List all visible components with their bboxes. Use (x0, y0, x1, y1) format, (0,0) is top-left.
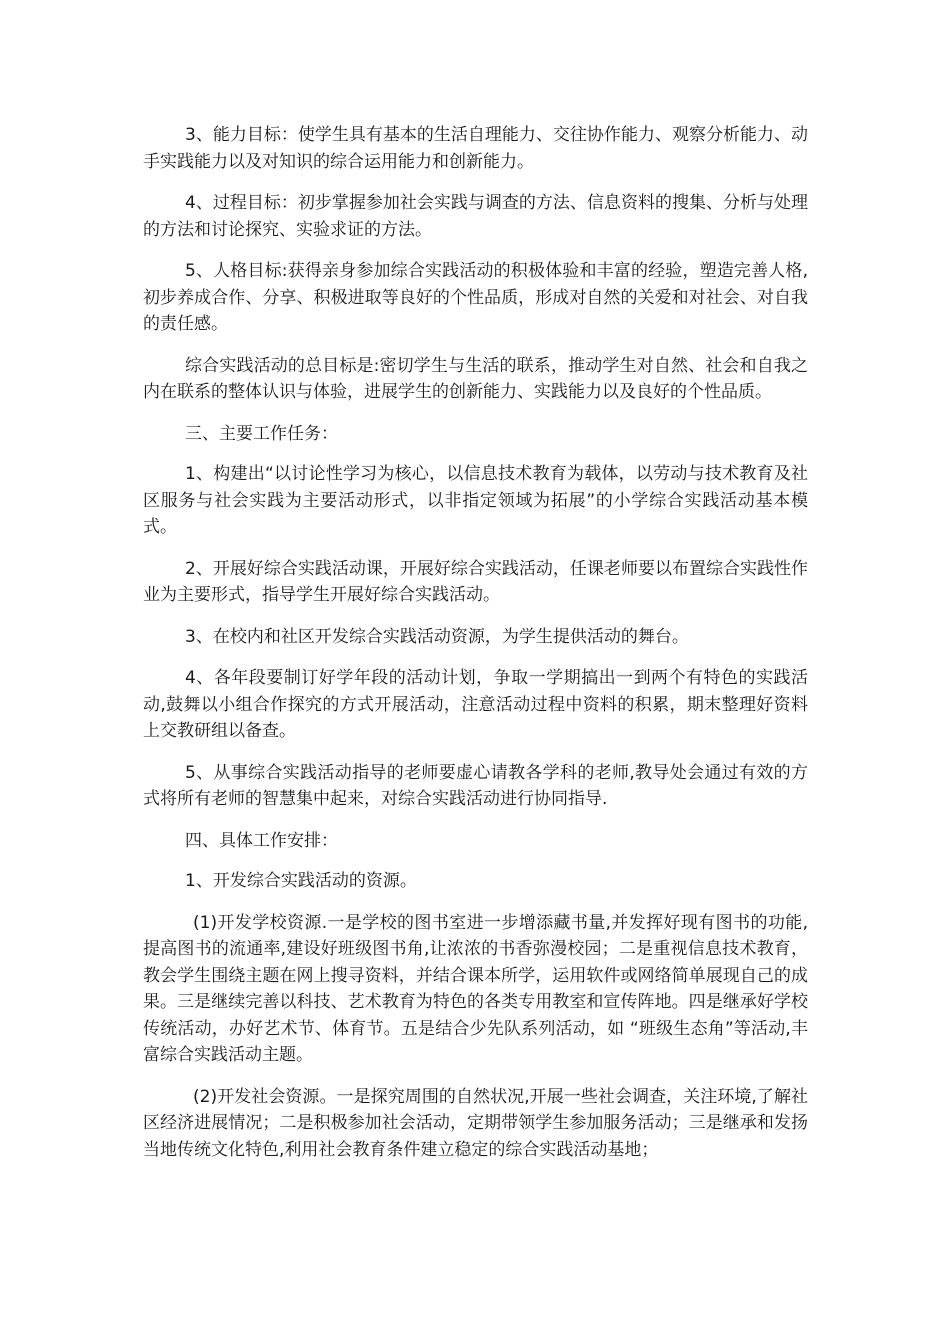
paragraph-school-resources: (1)开发学校资源.一是学校的图书室进一步增添藏书量,并发挥好现有图书的功能,提高图书的流通率,建设好班级图书角,让浓浓的书香弥漫校园；二是重视信息技术教育，教会学生围绕主题在网上搜寻资料，并结合课本所学，运用软件或网络简单展现自己的成果。三是继续完善以科技、艺术教育为特色的各类专用教室和宣传阵地。四是继承好学校传统活动，办好艺术节、体育节。五是结合少先队系列活动，如 “班级生态角”等活动,丰富综合实践活动主题。 (143, 912, 808, 1065)
section-heading-main-tasks: 三、主要工作任务： (185, 423, 338, 444)
paragraph-process-goal: 4、过程目标：初步掌握参加社会实践与调查的方法、信息资料的搜集、分析与处理的方法和讨论探究、实验求证的方法。 (143, 193, 808, 240)
paragraph-task-1: 1、构建出“以讨论性学习为核心，以信息技术教育为载体，以劳动与技术教育及社区服务与社会实践为主要活动形式，以非指定领域为拓展”的小学综合实践活动基本模式。 (143, 464, 808, 537)
paragraph-task-4: 4、各年段要制订好学年段的活动计划，争取一学期搞出一到两个有特色的实践活动,鼓舞以小组合作探究的方式开展活动，注意活动过程中资料的积累，期末整理好资料上交教研组以备查。 (143, 668, 808, 741)
paragraph-social-resources: (2)开发社会资源。一是探究周围的自然状况,开展一些社会调查，关注环境,了解社区经济进展情况；二是积极参加社会活动，定期带领学生参加服务活动；三是继承和发扬当地传统文化特色,利用社会教育条件建立稳定的综合实践活动基地； (143, 1086, 808, 1160)
document-page (143, 122, 808, 1178)
paragraph-overall-goal: 综合实践活动的总目标是:密切学生与生活的联系，推动学生对自然、社会和自我之内在联系的整体认识与体验，进展学生的创新能力、实践能力以及良好的个性品质。 (143, 355, 808, 402)
paragraph-task-3: 3、在校内和社区开发综合实践活动资源，为学生提供活动的舞台。 (185, 626, 689, 647)
paragraph-arrangement-1: 1、开发综合实践活动的资源。 (185, 871, 417, 891)
paragraph-ability-goal: 3、能力目标：使学生具有基本的生活自理能力、交往协作能力、观察分析能力、动手实践能力以及对知识的综合运用能力和创新能力。 (143, 125, 808, 172)
paragraph-task-5: 5、从事综合实践活动指导的老师要虚心请教各学科的老师,教导处会通过有效的方式将所有老师的智慧集中起来，对综合实践活动进行协同指导. (143, 762, 808, 809)
section-heading-work-arrangement: 四、具体工作安排： (185, 830, 338, 851)
paragraph-personality-goal: 5、人格目标:获得亲身参加综合实践活动的积极体验和丰富的经验，塑造完善人格,初步养成合作、分享、积极进取等良好的个性品质，形成对自然的关爱和对社会、对自我的责任感。 (143, 261, 808, 334)
paragraph-task-2: 2、开展好综合实践活动课，开展好综合实践活动，任课老师要以布置综合实践性作业为主要形式，指导学生开展好综合实践活动。 (143, 558, 808, 605)
